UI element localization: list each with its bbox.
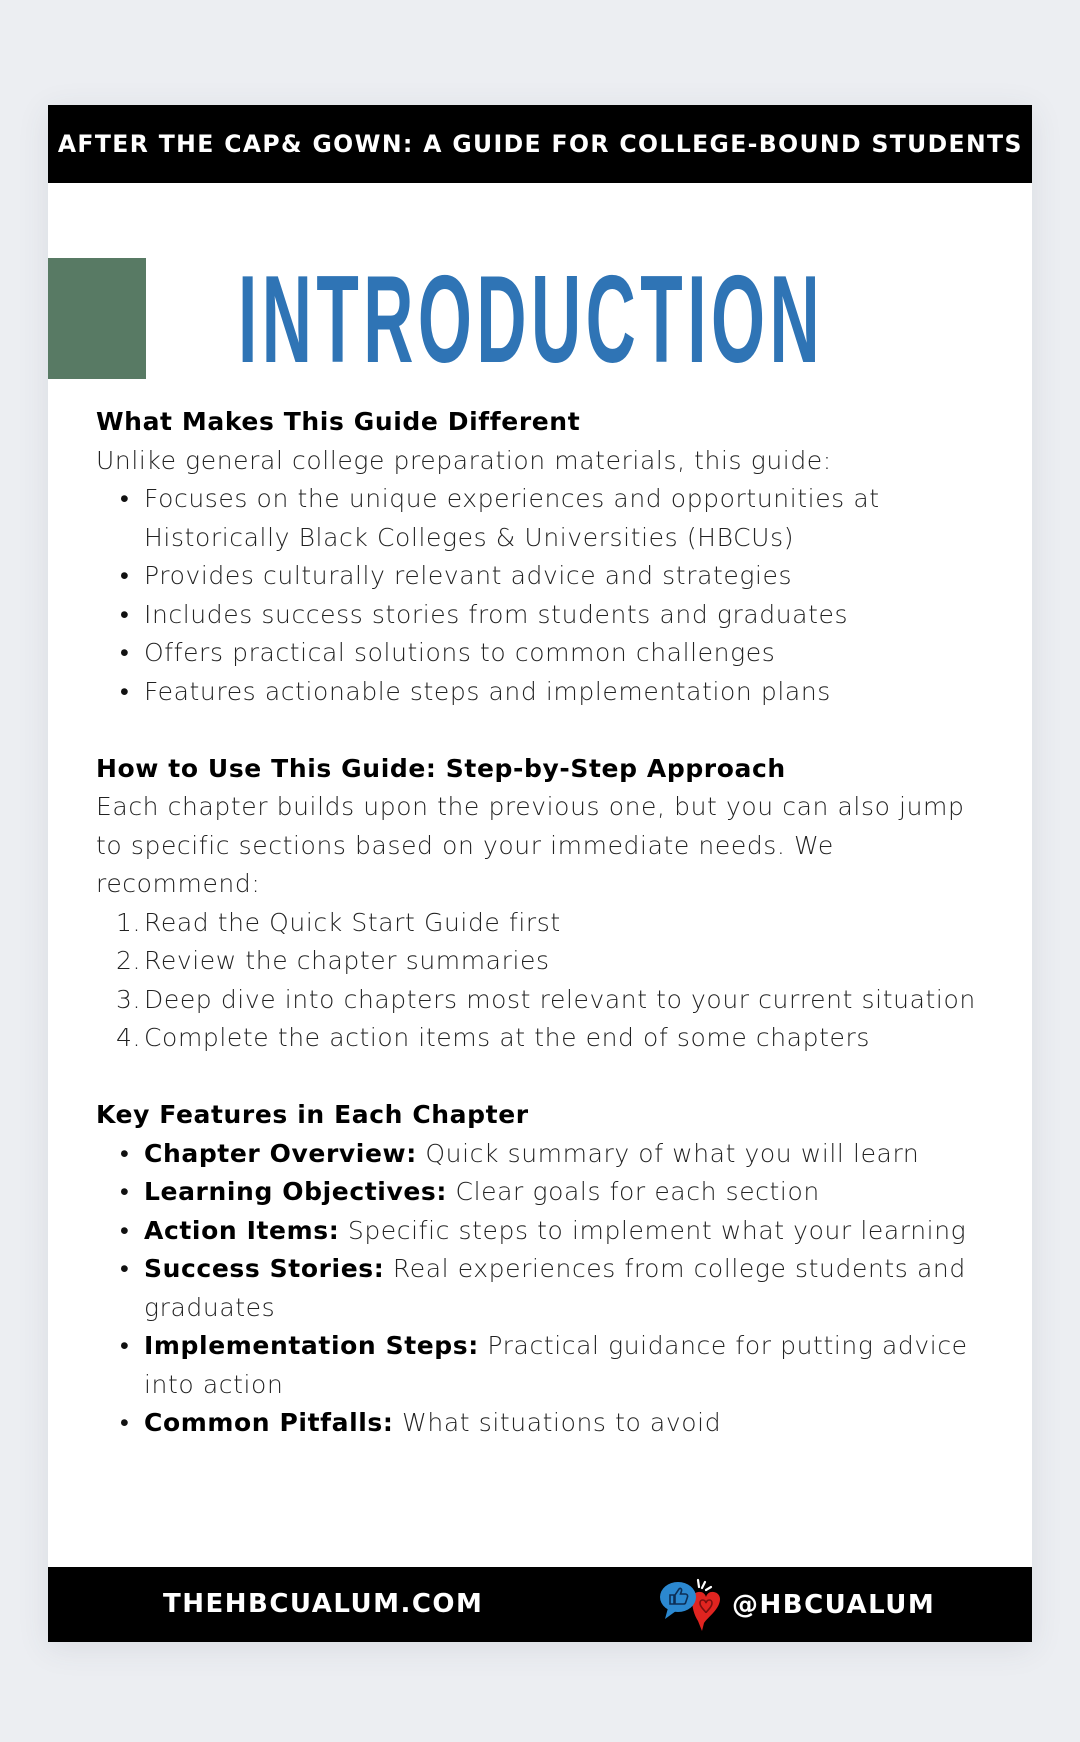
list-item — [96, 673, 996, 712]
list-item-text: Provides culturally relevant advice and strategies — [144, 561, 793, 590]
list-item — [96, 981, 996, 1020]
feature-label: Chapter Overview: — [144, 1138, 417, 1168]
accent-block — [48, 258, 146, 379]
section-heading: How to Use This Guide: Step-by-Step Approach — [96, 753, 786, 783]
social-handle[interactable]: @HBCUALUM — [732, 1589, 936, 1620]
list-item — [96, 596, 996, 635]
guide-page — [48, 105, 1032, 1642]
section-heading: Key Features in Each Chapter — [96, 1100, 529, 1129]
step-number: 3. — [116, 984, 142, 1014]
website-link[interactable]: THEHBCUALUM.COM — [163, 1589, 484, 1619]
feature-label: Common Pitfalls: — [144, 1408, 394, 1437]
feature-label: Success Stories: — [144, 1254, 385, 1283]
bullet-icon: • — [120, 1215, 130, 1245]
bullet-icon: • — [120, 484, 130, 513]
bullet-icon: • — [120, 599, 130, 629]
feature-description: Practical guidance for putting advice into action — [144, 1331, 968, 1399]
numbered-list — [96, 904, 996, 1058]
list-item — [96, 1019, 996, 1058]
feature-description: Real experiences from college students and graduates — [144, 1254, 966, 1322]
bullet-icon: • — [120, 1254, 130, 1283]
bullet-icon: • — [120, 1331, 130, 1360]
list-item — [96, 942, 996, 981]
feature-label: Learning Objectives: — [144, 1177, 447, 1206]
section-how-to-use — [96, 750, 996, 1058]
bullet-icon: • — [120, 1408, 130, 1437]
footer-bar — [48, 1567, 1032, 1642]
feature-label: Action Items: — [144, 1215, 340, 1245]
section-what-makes-different — [96, 403, 996, 711]
bullet-list — [96, 1135, 996, 1443]
list-item — [96, 904, 996, 943]
list-item — [96, 1250, 996, 1327]
list-item-text: Includes success stories from students and graduates — [144, 599, 849, 629]
thumbs-up-heart-chat-icon — [658, 1577, 724, 1633]
list-item — [96, 480, 996, 557]
list-item-text: Read the Quick Start Guide first — [144, 907, 561, 937]
step-number: 1. — [116, 907, 142, 937]
guide-title: AFTER THE CAP& GOWN: A GUIDE FOR COLLEGE-BOUND STUDENTS — [57, 130, 1023, 158]
list-item — [96, 1404, 996, 1443]
section-key-features — [96, 1096, 996, 1443]
list-item-text: Features actionable steps and implementation plans — [144, 676, 831, 706]
list-item-text: Complete the action items at the end of some chapters — [144, 1023, 870, 1052]
bullet-icon: • — [120, 638, 130, 667]
feature-description: Specific steps to implement what your learning — [339, 1215, 967, 1245]
list-item — [96, 1135, 996, 1174]
list-item-text: Review the chapter summaries — [144, 946, 550, 975]
section-heading: What Makes This Guide Different — [96, 407, 581, 436]
feature-label: Implementation Steps: — [144, 1331, 479, 1360]
header-bar — [48, 105, 1032, 183]
bullet-list — [96, 480, 996, 711]
section-intro: Each chapter builds upon the previous one, but you can also jump to specific sections based on your immediate needs. We recommend: — [96, 792, 965, 898]
list-item — [96, 634, 996, 673]
bullet-icon: • — [120, 676, 130, 706]
list-item — [96, 1173, 996, 1212]
social-handle-group[interactable] — [658, 1567, 935, 1642]
list-item — [96, 1327, 996, 1404]
list-item — [96, 1212, 996, 1251]
content-body — [96, 403, 996, 1443]
step-number: 2. — [116, 946, 142, 975]
feature-description: Quick summary of what you will learn — [416, 1138, 920, 1168]
page-title: INTRODUCTION — [238, 251, 825, 389]
bullet-icon: • — [120, 1138, 130, 1168]
bullet-icon: • — [120, 1177, 130, 1206]
feature-description: What situations to avoid — [393, 1408, 722, 1437]
bullet-icon: • — [120, 561, 130, 590]
list-item-text: Focuses on the unique experiences and opportunities at Historically Black Colleges & Universities (HBCUs) — [144, 484, 880, 552]
feature-description: Clear goals for each section — [447, 1177, 820, 1206]
section-intro: Unlike general college preparation materials, this guide: — [96, 445, 832, 475]
step-number: 4. — [116, 1023, 142, 1052]
list-item-text: Offers practical solutions to common challenges — [144, 638, 776, 667]
list-item-text: Deep dive into chapters most relevant to your current situation — [144, 984, 976, 1014]
list-item — [96, 557, 996, 596]
